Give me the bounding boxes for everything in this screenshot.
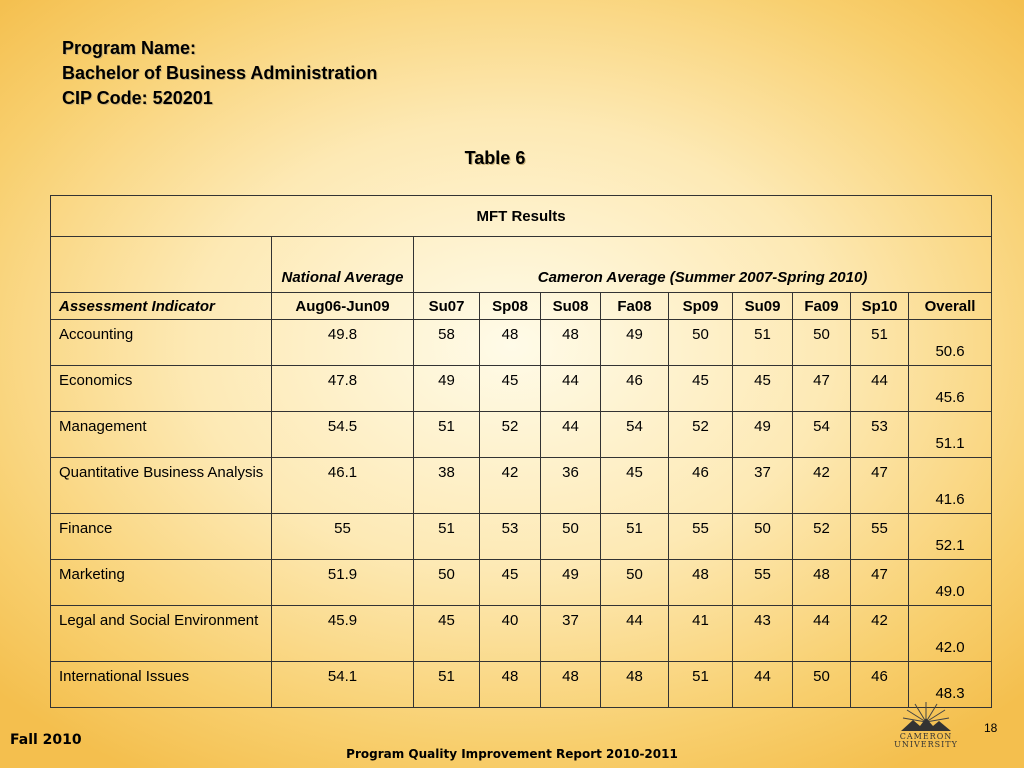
term-score-cell: 37 — [541, 606, 601, 662]
term-score-cell: 54 — [793, 412, 851, 458]
term-score-cell: 44 — [733, 662, 793, 708]
term-score-cell: 45 — [733, 366, 793, 412]
overall-cell: 48.3 — [909, 662, 992, 708]
table-caption: Table 6 — [464, 148, 526, 168]
national-average-cell: 54.1 — [272, 662, 414, 708]
overall-cell: 45.6 — [909, 366, 992, 412]
program-name: Bachelor of Business Administration — [62, 63, 378, 83]
blank-header-cell — [51, 237, 272, 293]
page-number: 18 — [984, 721, 998, 735]
footer-term: Fall 2010 — [10, 732, 82, 748]
term-score-cell: 50 — [601, 560, 669, 606]
national-average-cell: 45.9 — [272, 606, 414, 662]
term-score-cell: 51 — [414, 662, 480, 708]
column-header: Su09 — [733, 293, 793, 320]
table-row — [51, 560, 992, 606]
term-score-cell: 45 — [480, 366, 541, 412]
term-score-cell: 48 — [480, 320, 541, 366]
term-score-cell: 41 — [669, 606, 733, 662]
term-score-cell: 53 — [480, 514, 541, 560]
table-row — [51, 514, 992, 560]
term-score-cell: 46 — [851, 662, 909, 708]
term-score-cell: 52 — [669, 412, 733, 458]
national-average-header: National Average — [272, 237, 414, 293]
table-row — [51, 412, 992, 458]
term-score-cell: 42 — [851, 606, 909, 662]
term-score-cell: 45 — [669, 366, 733, 412]
program-name-label: Program Name: — [62, 38, 197, 58]
term-score-cell: 50 — [541, 514, 601, 560]
national-average-cell: 51.9 — [272, 560, 414, 606]
table-row — [51, 366, 992, 412]
term-score-cell: 52 — [793, 514, 851, 560]
term-score-cell: 55 — [851, 514, 909, 560]
term-score-cell: 42 — [480, 458, 541, 514]
term-score-cell: 46 — [601, 366, 669, 412]
overall-cell: 42.0 — [909, 606, 992, 662]
term-score-cell: 43 — [733, 606, 793, 662]
term-score-cell: 49 — [414, 366, 480, 412]
term-score-cell: 53 — [851, 412, 909, 458]
table-row — [51, 320, 992, 366]
term-score-cell: 50 — [793, 320, 851, 366]
cameron-average-header: Cameron Average (Summer 2007-Spring 2010) — [414, 237, 992, 293]
column-header: Assessment Indicator — [51, 293, 272, 320]
term-score-cell: 50 — [733, 514, 793, 560]
term-score-cell: 50 — [414, 560, 480, 606]
national-average-cell: 55 — [272, 514, 414, 560]
table-title: MFT Results — [51, 196, 992, 237]
column-header: Su08 — [541, 293, 601, 320]
column-header-row — [51, 293, 992, 320]
term-score-cell: 45 — [480, 560, 541, 606]
column-header: Aug06-Jun09 — [272, 293, 414, 320]
term-score-cell: 51 — [601, 514, 669, 560]
column-header: Fa09 — [793, 293, 851, 320]
logo-line-2: UNIVERSITY — [894, 740, 958, 749]
national-average-cell: 47.8 — [272, 366, 414, 412]
term-score-cell: 48 — [480, 662, 541, 708]
term-score-cell: 49 — [601, 320, 669, 366]
term-score-cell: 51 — [669, 662, 733, 708]
indicator-cell: International Issues — [51, 662, 272, 708]
national-average-cell: 46.1 — [272, 458, 414, 514]
indicator-cell: Finance — [51, 514, 272, 560]
term-score-cell: 52 — [480, 412, 541, 458]
term-score-cell: 44 — [541, 412, 601, 458]
term-score-cell: 48 — [793, 560, 851, 606]
table-row — [51, 458, 992, 514]
overall-cell: 41.6 — [909, 458, 992, 514]
term-score-cell: 54 — [601, 412, 669, 458]
column-header: Sp09 — [669, 293, 733, 320]
term-score-cell: 42 — [793, 458, 851, 514]
mft-results-table — [50, 195, 992, 708]
overall-cell: 51.1 — [909, 412, 992, 458]
term-score-cell: 58 — [414, 320, 480, 366]
term-score-cell: 44 — [601, 606, 669, 662]
term-score-cell: 51 — [851, 320, 909, 366]
term-score-cell: 48 — [541, 662, 601, 708]
term-score-cell: 46 — [669, 458, 733, 514]
footer-report-title: Program Quality Improvement Report 2010-2011 — [346, 747, 678, 761]
term-score-cell: 40 — [480, 606, 541, 662]
column-header: Sp10 — [851, 293, 909, 320]
column-header: Su07 — [414, 293, 480, 320]
term-score-cell: 44 — [793, 606, 851, 662]
indicator-cell: Marketing — [51, 560, 272, 606]
term-score-cell: 50 — [669, 320, 733, 366]
cip-code: CIP Code: 520201 — [62, 88, 213, 108]
term-score-cell: 47 — [793, 366, 851, 412]
overall-cell: 49.0 — [909, 560, 992, 606]
term-score-cell: 51 — [414, 514, 480, 560]
column-header: Overall — [909, 293, 992, 320]
logo-line-1: CAMERON — [899, 732, 953, 741]
term-score-cell: 49 — [733, 412, 793, 458]
overall-cell: 52.1 — [909, 514, 992, 560]
term-score-cell: 51 — [733, 320, 793, 366]
term-score-cell: 36 — [541, 458, 601, 514]
term-score-cell: 38 — [414, 458, 480, 514]
term-score-cell: 50 — [793, 662, 851, 708]
term-score-cell: 44 — [541, 366, 601, 412]
term-score-cell: 51 — [414, 412, 480, 458]
indicator-cell: Quantitative Business Analysis — [51, 458, 272, 514]
term-score-cell: 55 — [733, 560, 793, 606]
overall-cell: 50.6 — [909, 320, 992, 366]
term-score-cell: 47 — [851, 458, 909, 514]
national-average-cell: 49.8 — [272, 320, 414, 366]
term-score-cell: 48 — [601, 662, 669, 708]
term-score-cell: 44 — [851, 366, 909, 412]
column-header: Sp08 — [480, 293, 541, 320]
term-score-cell: 55 — [669, 514, 733, 560]
term-score-cell: 45 — [601, 458, 669, 514]
indicator-cell: Legal and Social Environment — [51, 606, 272, 662]
program-header — [62, 36, 377, 111]
indicator-cell: Management — [51, 412, 272, 458]
term-score-cell: 49 — [541, 560, 601, 606]
term-score-cell: 47 — [851, 560, 909, 606]
term-score-cell: 45 — [414, 606, 480, 662]
term-score-cell: 37 — [733, 458, 793, 514]
table-row — [51, 662, 992, 708]
column-header: Fa08 — [601, 293, 669, 320]
term-score-cell: 48 — [669, 560, 733, 606]
indicator-cell: Economics — [51, 366, 272, 412]
logo-wordmark — [893, 733, 959, 749]
national-average-cell: 54.5 — [272, 412, 414, 458]
indicator-cell: Accounting — [51, 320, 272, 366]
table-row — [51, 606, 992, 662]
term-score-cell: 48 — [541, 320, 601, 366]
